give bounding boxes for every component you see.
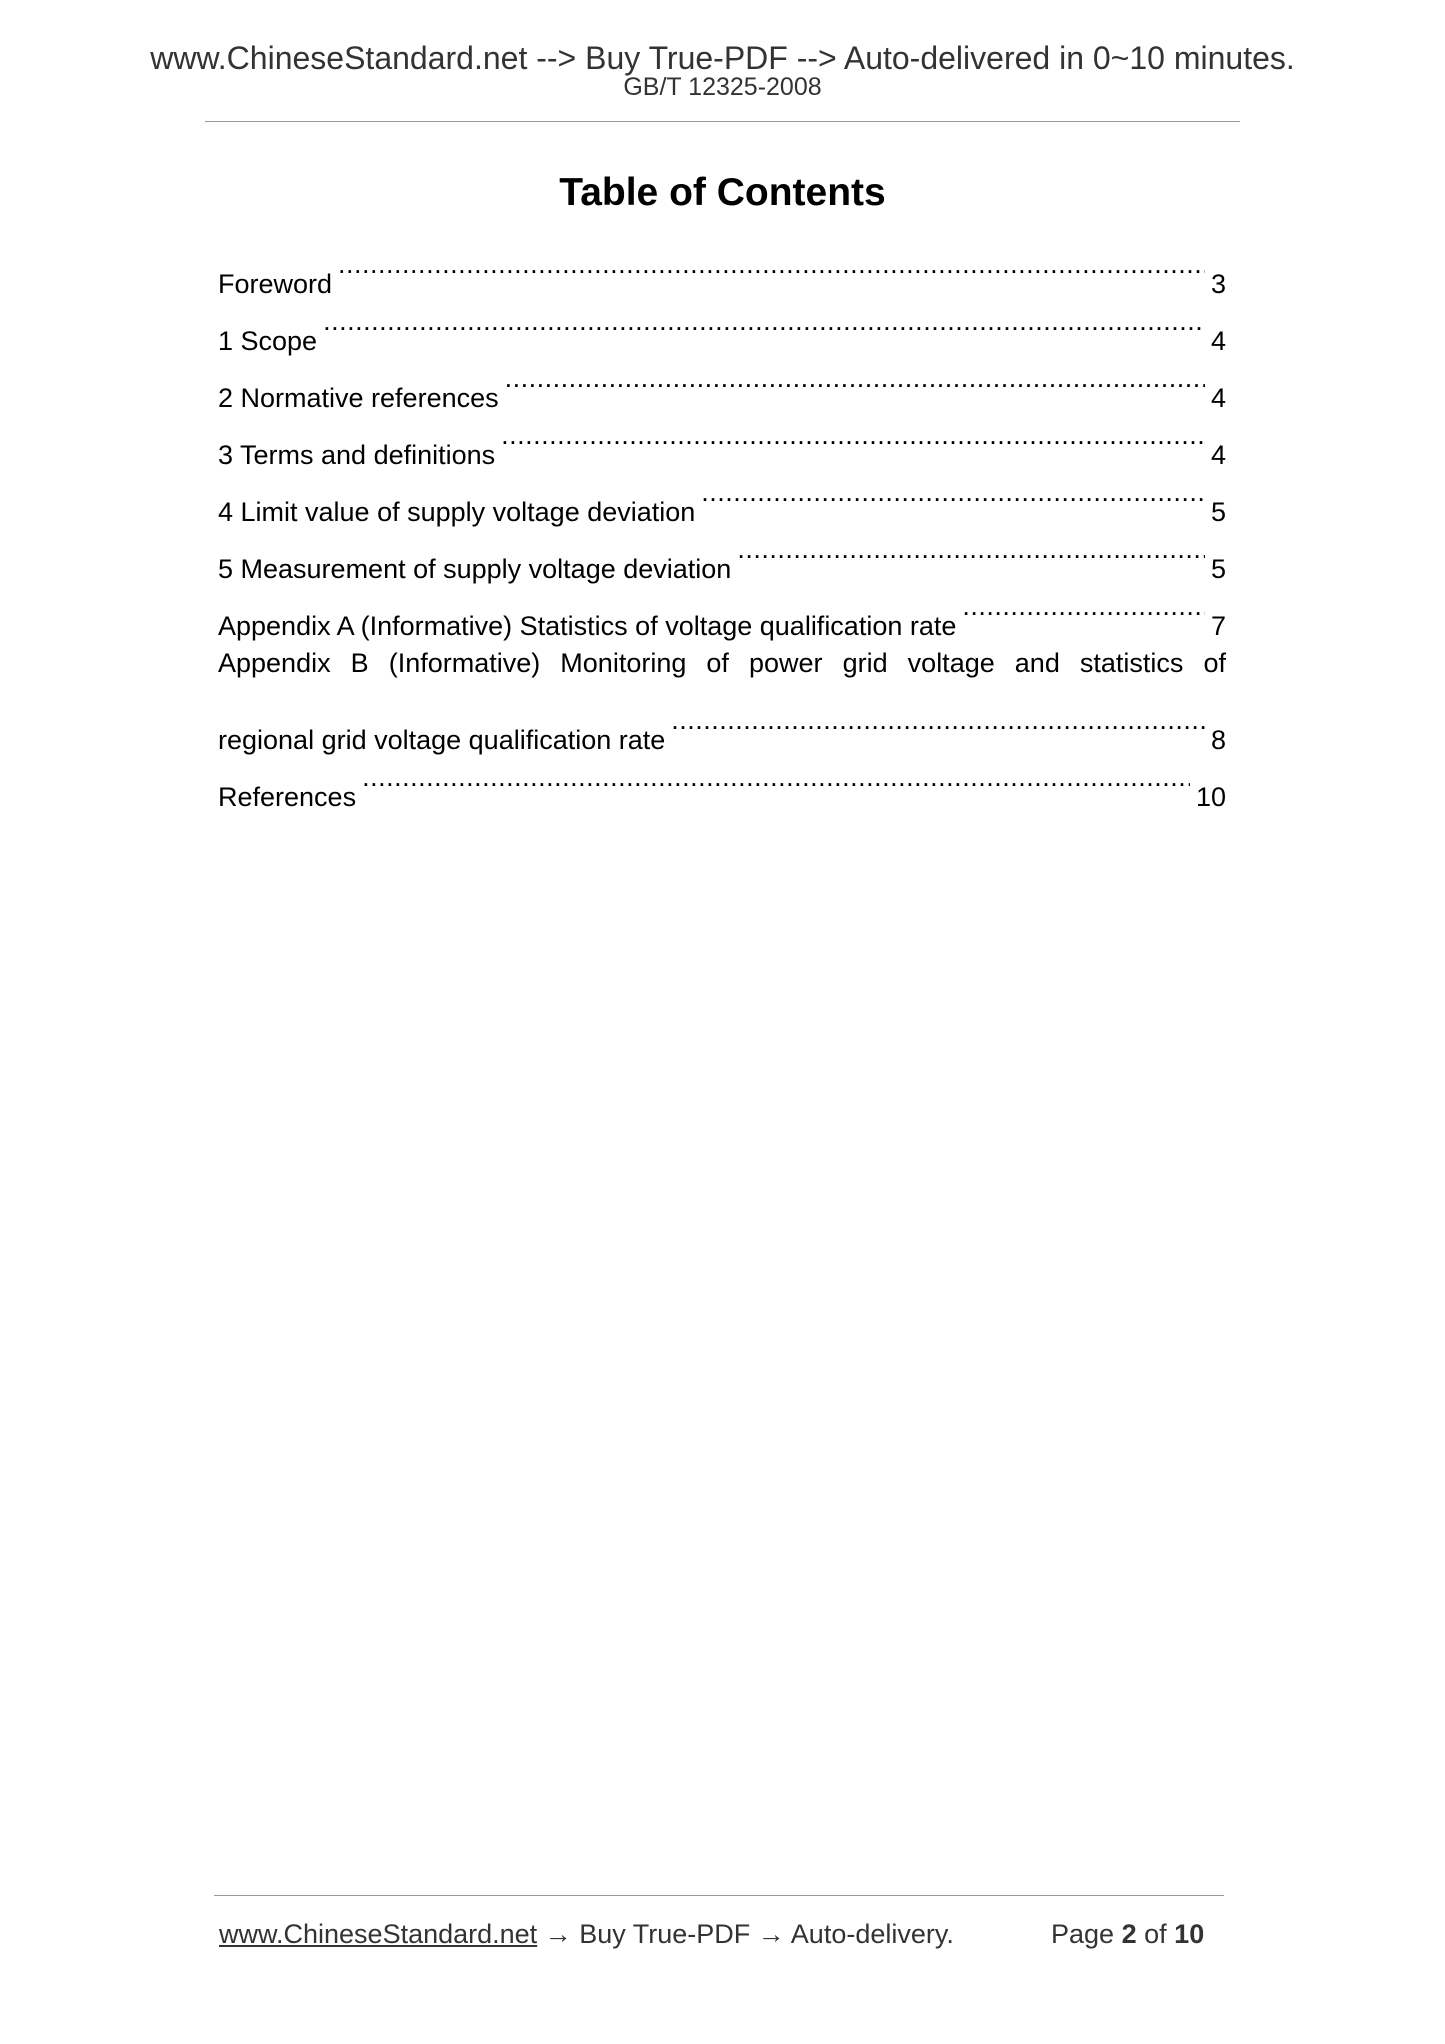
page-footer bbox=[219, 1914, 1224, 1954]
header-divider bbox=[205, 121, 1240, 122]
toc-entry-foreword[interactable] bbox=[218, 236, 1226, 299]
toc-entry-label: Appendix B (Informative) Monitoring of power grid voltage and statistics of bbox=[218, 648, 1226, 678]
toc-entry-label: 5 Measurement of supply voltage deviation bbox=[218, 554, 732, 584]
toc-leader-dots bbox=[362, 749, 1190, 806]
top-banner: www.ChineseStandard.net --> Buy True-PDF --> Auto-delivered in 0~10 minutes. bbox=[150, 40, 1295, 76]
toc-entry-label: 1 Scope bbox=[218, 326, 318, 356]
toc-entry-page: 4 bbox=[1210, 383, 1226, 413]
toc-entry-scope[interactable] bbox=[218, 293, 1226, 356]
toc-entry-label: 3 Terms and definitions bbox=[218, 440, 496, 470]
page-total: 10 bbox=[1174, 1919, 1205, 1949]
toc-leader-dots bbox=[962, 578, 1205, 635]
footer-site-link[interactable]: www.ChineseStandard.net bbox=[219, 1919, 538, 1949]
toc-leader-dots bbox=[323, 293, 1205, 350]
of-word: of bbox=[1144, 1919, 1167, 1949]
toc-entry-page: 7 bbox=[1210, 611, 1226, 641]
toc-entry-label: References bbox=[218, 782, 357, 812]
toc-leader-dots bbox=[737, 521, 1205, 578]
toc-leader-dots bbox=[501, 407, 1205, 464]
toc-entry-page: 10 bbox=[1195, 782, 1226, 812]
toc-entry-normative-references[interactable] bbox=[218, 350, 1226, 413]
toc-entry-appendix-b-line2[interactable] bbox=[218, 692, 1226, 755]
toc-entry-appendix-b-line1[interactable] bbox=[218, 635, 1226, 692]
table-of-contents bbox=[218, 236, 1226, 812]
toc-entry-label: 4 Limit value of supply voltage deviation bbox=[218, 497, 696, 527]
toc-entry-references[interactable] bbox=[218, 749, 1226, 812]
toc-entry-page: 4 bbox=[1210, 440, 1226, 470]
toc-entry-page: 5 bbox=[1210, 497, 1226, 527]
toc-entry-page: 4 bbox=[1210, 326, 1226, 356]
toc-entry-label: regional grid voltage qualification rate bbox=[218, 725, 666, 755]
toc-entry-label: 2 Normative references bbox=[218, 383, 499, 413]
toc-entry-label: Appendix A (Informative) Statistics of voltage qualification rate bbox=[218, 611, 957, 641]
page-current: 2 bbox=[1121, 1919, 1137, 1949]
toc-leader-dots bbox=[701, 464, 1205, 521]
toc-leader-dots bbox=[338, 236, 1205, 293]
toc-entry-label: Foreword bbox=[218, 269, 333, 299]
footer-divider bbox=[214, 1895, 1224, 1896]
arrow-right-icon: → bbox=[544, 1919, 572, 1949]
toc-entry-page: 5 bbox=[1210, 554, 1226, 584]
page-word: Page bbox=[1051, 1919, 1115, 1949]
page-number bbox=[1051, 1914, 1204, 1954]
toc-leader-dots bbox=[505, 350, 1205, 407]
footer-delivery-text: Auto-delivery. bbox=[790, 1919, 954, 1949]
footer-buy-text: Buy True-PDF bbox=[579, 1919, 751, 1949]
toc-entry-page: 8 bbox=[1210, 725, 1226, 755]
toc-title: Table of Contents bbox=[559, 171, 886, 214]
arrow-right-icon: → bbox=[757, 1919, 785, 1949]
toc-leader-dots bbox=[671, 692, 1205, 749]
toc-entry-page: 3 bbox=[1210, 269, 1226, 299]
footer-left bbox=[219, 1914, 954, 1954]
standard-code: GB/T 12325-2008 bbox=[623, 73, 822, 101]
